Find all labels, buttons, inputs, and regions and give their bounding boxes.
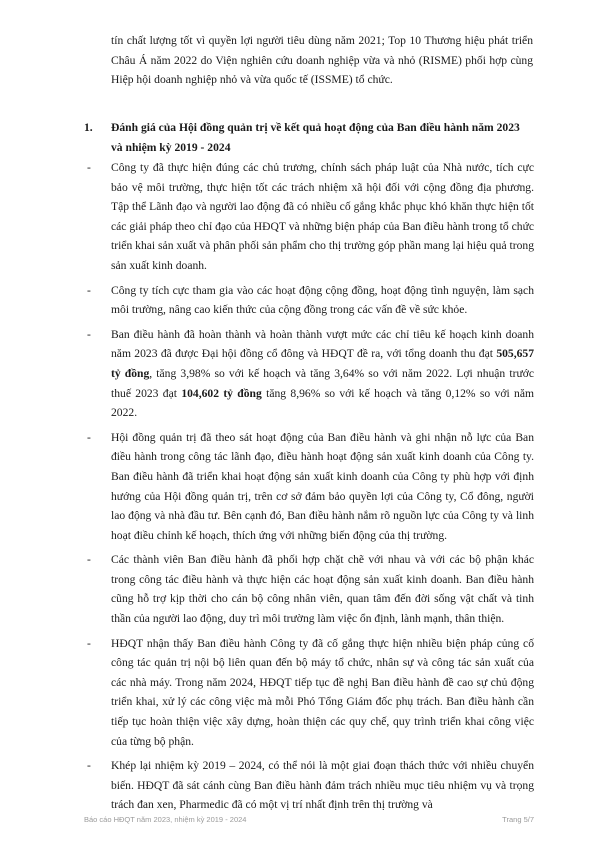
list-item-text: Ban điều hành đã hoàn thành và hoàn thành vượt mức các chỉ tiêu kế hoạch kinh doanh năm 2023 đã được Đại hội đồng cổ đông và HĐQT đề ra, với tổng doanh thu đạt: [111, 327, 534, 361]
bullet-dash: -: [87, 759, 91, 773]
list-item: [84, 325, 534, 423]
bullet-dash: -: [87, 283, 91, 297]
list-item-text: Khép lại nhiệm kỳ 2019 – 2024, có thể nói là một giai đoạn thách thức với nhiều chuyển biến. HĐQT đã sát cánh cùng Ban điều hành đảm trách nhiều mục tiêu nhiệm vụ và trọng trách đan xen, Pharmedic đã có một vị trí nhất định trên thị trường và: [111, 759, 534, 812]
bullet-dash: -: [87, 553, 91, 567]
bullet-dash: -: [87, 430, 91, 444]
list-item: [84, 550, 534, 628]
list-item-text: Hội đồng quản trị đã theo sát hoạt động của Ban điều hành và ghi nhận nỗ lực của Ban điều hành trong công tác lãnh đạo, điều hành hoạt động sản xuất kinh doanh của Công ty. Ban điều hành đã triển khai hoạt động sản xuất kinh doanh của Công ty phù hợp với định hướng của Hội đồng quản trị, trên cơ sở đảm bảo quyền lợi của Công ty, Cổ đông, người lao động và nhà đầu tư. Bên cạnh đó, Ban điều hành nắm rõ nguồn lực của Công ty và linh hoạt điều chỉnh kế hoạch, thích ứng với những biến động của thị trường.: [111, 430, 534, 542]
list-item: [84, 428, 534, 546]
bullet-dash: -: [87, 636, 91, 650]
list-item: [84, 281, 534, 320]
list-item-text: Công ty đã thực hiện đúng các chủ trương, chính sách pháp luật của Nhà nước, tích cực bảo vệ môi trường, thực hiện tốt các trách nhiệm xã hội đối với cộng đồng địa phương. Tập thể Lãnh đạo và người lao động đã có nhiều cố gắng khắc phục khó khăn thực hiện tốt các giải pháp theo chỉ đạo của HĐQT và những biện pháp của Ban điều hành trong tổ chức triển khai sản xuất và phân phối sản phẩm cho thị trường góp phần mang lại hiệu quả trong sản xuất kinh doanh.: [111, 161, 534, 272]
bullet-dash: -: [87, 161, 91, 174]
list-item: [84, 756, 534, 815]
list-item: [84, 634, 534, 752]
profit-value: 104,602 tỷ đồng: [181, 386, 262, 400]
list-item-text: Công ty tích cực tham gia vào các hoạt động cộng đồng, hoạt động tình nguyện, làm sạch môi trường, nâng cao kiến thức của cộng đồng trong các vấn đề về sức khỏe.: [111, 283, 534, 317]
footer-report-title: Báo cáo HĐQT năm 2023, nhiệm kỳ 2019 - 2024: [84, 815, 247, 824]
list-item-text: HĐQT nhận thấy Ban điều hành Công ty đã cố gắng thực hiện nhiều biện pháp củng cố công tác quản trị nội bộ liên quan đến bộ máy tổ chức, nhân sự và công tác sản xuất của các nhà máy. Trong năm 2024, HĐQT tiếp tục đề nghị Ban điều hành đề cao sự chủ động triển khai, xử lý các công việc mà mỗi Phó Tổng Giám đốc phụ trách. Ban điều hành cần tiếp tục hoàn thiện việc xây dựng, hoàn thiện các quy chế, quy trình triển khai công việc của từng bộ phận.: [111, 636, 534, 748]
list-item-text: Các thành viên Ban điều hành đã phối hợp chặt chẽ với nhau và với các bộ phận khác trong công tác điều hành và thực hiện các hoạt động sản xuất kinh doanh. Ban điều hành cũng hỗ trợ kịp thời cho cán bộ công nhân viên, quan tâm đến đời sống vật chất và tinh thần của người lao động, duy trì môi trường làm việc ổn định, lành mạnh, thân thiện.: [111, 553, 534, 626]
page-number: Trang 5/7: [502, 815, 534, 824]
section-title: Đánh giá của Hội đồng quản trị về kết quả hoạt động của Ban điều hành năm 2023 và nhiệm kỳ 2019 - 2024: [111, 121, 520, 154]
section-number: 1.: [84, 121, 93, 134]
revenue-value: 505,657 tỷ đồng: [111, 347, 534, 380]
list-item-text: , tăng 3,98% so với kế hoạch và tăng 3,64% so với năm 2022. Lợi nhuận trước thuế 2023 đạt: [111, 366, 535, 400]
list-item: [84, 158, 534, 276]
bullet-dash: -: [87, 327, 91, 341]
intro-paragraph: tín chất lượng tốt vì quyền lợi người tiêu dùng năm 2021; Top 10 Thương hiệu phát triển Châu Á năm 2022 do Viện nghiên cứu doanh nghiệp vừa và nhỏ (RISME) phối hợp cùng Hiệp hội doanh nghiệp nhỏ và vừa quốc tế (ISSME) tổ chức.: [111, 34, 533, 87]
section-heading: [84, 118, 534, 157]
list-item-text: tăng 8,96% so với kế hoạch và tăng 0,12% so với năm 2022.: [111, 386, 534, 420]
bullet-list: [84, 158, 534, 820]
